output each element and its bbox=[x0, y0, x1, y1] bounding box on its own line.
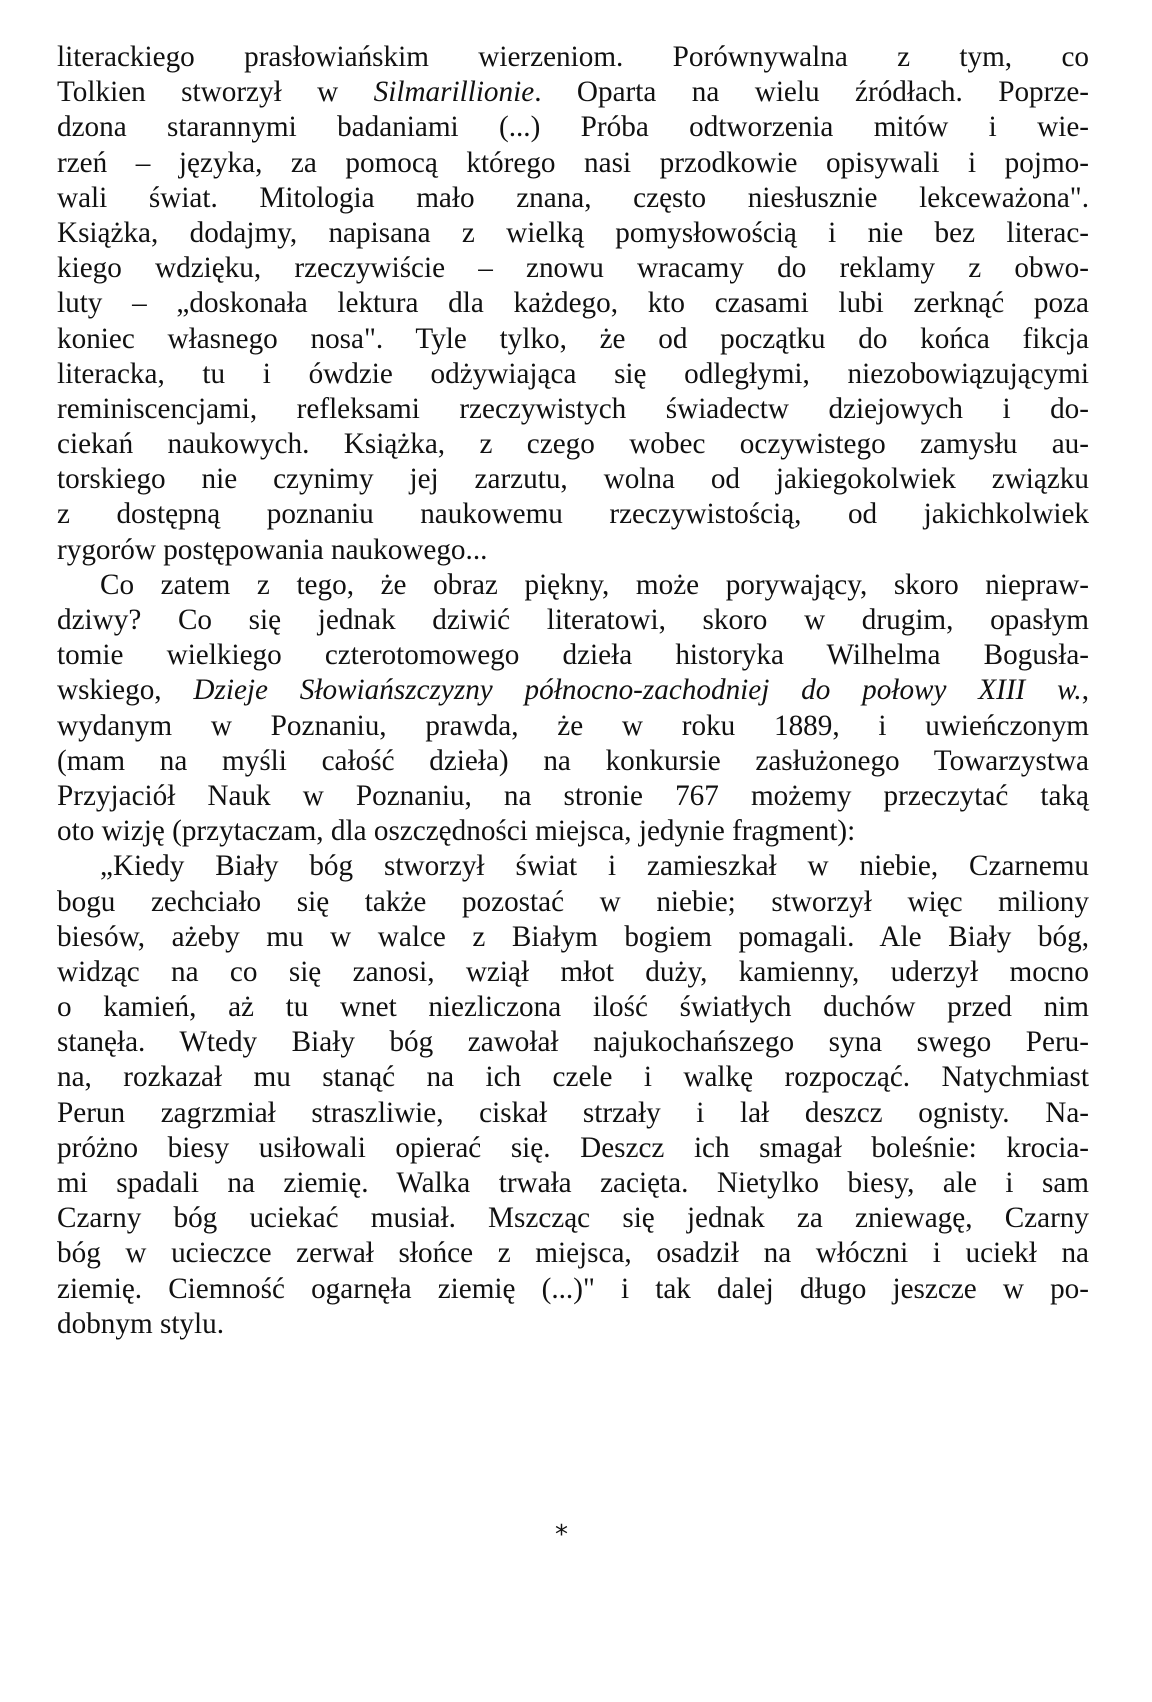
text-line: rygorów postępowania naukowego... bbox=[57, 533, 488, 566]
text-line: literackiego prasłowiańskim wierzeniom. Porównywalna z tym, co bbox=[57, 41, 1089, 73]
text-line: luty – „doskonała lektura dla każdego, kto czasami lubi zerknąć poza bbox=[57, 287, 1089, 320]
text-line: dziwy? Co się jednak dziwić literatowi, skoro w drugim, opasłym bbox=[57, 604, 1089, 636]
text-line: biesów, ażeby mu w walce z Białym bogiem pomagali. Ale Biały bóg, bbox=[57, 920, 1089, 953]
text-line: z dostępną poznaniu naukowemu rzeczywistością, od jakichkolwiek bbox=[57, 498, 1089, 531]
text-line: kiego wdzięku, rzeczywiście – znowu wracamy do reklamy z obwo- bbox=[57, 252, 1089, 285]
text-line: torskiego nie czynimy jej zarzutu, wolna od jakiegokolwiek związku bbox=[57, 463, 1089, 496]
text-segment: wskiego, bbox=[57, 674, 194, 707]
text-line: wydanym w Poznaniu, prawda, że w roku 1889, i uwieńczonym bbox=[57, 709, 1089, 742]
text-segment: . Oparta na wielu źródłach. Poprze- bbox=[534, 76, 1089, 109]
text-line: próżno biesy usiłowali opierać się. Deszcz ich smagał boleśnie: krocia- bbox=[57, 1131, 1089, 1164]
text-line: widząc na co się zanosi, wziął młot duży, kamienny, uderzył mocno bbox=[57, 955, 1089, 988]
paragraph-1 bbox=[57, 40, 1089, 568]
text-line: stanęła. Wtedy Biały bóg zawołał najukochańszego syna swego Peru- bbox=[57, 1026, 1089, 1059]
text-line: Przyjaciół Nauk w Poznaniu, na stronie 767 możemy przeczytać taką bbox=[57, 779, 1089, 812]
text-line: bogu zechciało się także pozostać w niebie; stworzył więc miliony bbox=[57, 885, 1089, 918]
text-segment: , bbox=[1081, 674, 1089, 707]
paragraph-3-quotation bbox=[57, 849, 1089, 1342]
text-line: Czarny bóg uciekać musiał. Mszcząc się jednak za zniewagę, Czarny bbox=[57, 1202, 1089, 1235]
text-line: oto wizję (przytaczam, dla oszczędności miejsca, jedynie fragment): bbox=[57, 815, 856, 848]
text-line: ciekań naukowych. Książka, z czego wobec oczywistego zamysłu au- bbox=[57, 428, 1089, 461]
text-line bbox=[57, 673, 1089, 708]
text-line: koniec własnego nosa". Tyle tylko, że od początku do końca fikcja bbox=[57, 322, 1089, 355]
text-line: ziemię. Ciemność ogarnęła ziemię (...)" i tak dalej długo jeszcze w po- bbox=[57, 1272, 1089, 1305]
section-separator-asterisk: * bbox=[555, 1520, 568, 1550]
text-line: Perun zagrzmiał straszliwie, ciskał strzały i lał deszcz ognisty. Na- bbox=[57, 1096, 1089, 1129]
text-line: tomie wielkiego czterotomowego dzieła historyka Wilhelma Bogusła- bbox=[57, 639, 1089, 672]
text-line bbox=[57, 75, 1089, 110]
book-title-dzieje-slowianszczyzny: Dzieje Słowiańszczyzny północno-zachodniej do połowy XIII w. bbox=[193, 674, 1082, 707]
text-line: o kamień, aż tu wnet niezliczona ilość światłych duchów przed nim bbox=[57, 991, 1089, 1024]
book-title-silmarillion: Silmarillionie bbox=[373, 76, 535, 109]
text-line: wali świat. Mitologia mało znana, często niesłusznie lekceważona". bbox=[57, 181, 1089, 214]
paragraph-2 bbox=[57, 568, 1089, 850]
text-line: reminiscencjami, refleksami rzeczywistych świadectw dziejowych i do- bbox=[57, 392, 1089, 425]
text-line: literacka, tu i ówdzie odżywiająca się odległymi, niezobowiązującymi bbox=[57, 357, 1089, 390]
text-line: (mam na myśli całość dzieła) na konkursie zasłużonego Towarzystwa bbox=[57, 744, 1089, 777]
text-line: dzona starannymi badaniami (...) Próba odtworzenia mitów i wie- bbox=[57, 111, 1089, 144]
text-segment: Tolkien stworzył w bbox=[57, 76, 374, 109]
text-line: na, rozkazał mu stanąć na ich czele i walkę rozpocząć. Natychmiast bbox=[57, 1061, 1089, 1094]
page-text bbox=[57, 40, 1089, 1342]
text-line: rzeń – języka, za pomocą którego nasi przodkowie opisywali i pojmo- bbox=[57, 146, 1089, 179]
text-line: bóg w ucieczce zerwał słońce z miejsca, osadził na włóczni i uciekł na bbox=[57, 1237, 1089, 1270]
text-line: mi spadali na ziemię. Walka trwała zacięta. Nietylko biesy, ale i sam bbox=[57, 1167, 1089, 1199]
text-line: „Kiedy Biały bóg stworzył świat i zamieszkał w niebie, Czarnemu bbox=[100, 850, 1089, 883]
text-line: dobnym stylu. bbox=[57, 1307, 225, 1340]
text-line: Książka, dodajmy, napisana z wielką pomysłowością i nie bez literac- bbox=[57, 216, 1089, 249]
text-line: Co zatem z tego, że obraz piękny, może porywający, skoro niepraw- bbox=[100, 568, 1089, 601]
